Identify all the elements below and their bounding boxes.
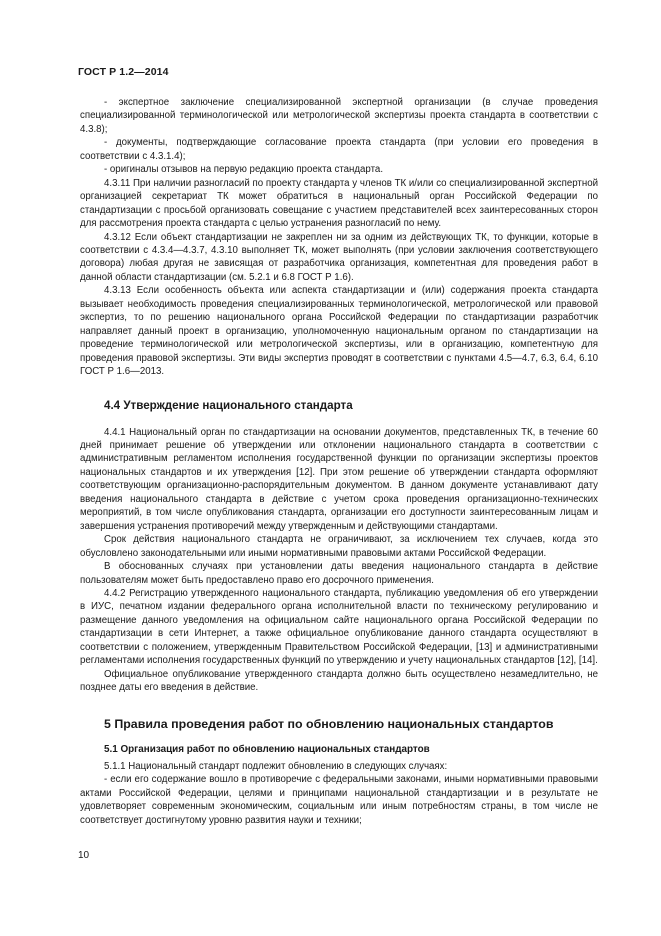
paragraph: 4.4.1 Национальный орган по стандартизации на основании документов, представленных ТК, в течение 60 дней принимает решение об утверждении или отклонении национального стандарта в соответствии с административным регламентом исполнения государственной функции по организации экспертизы проектов национальных стандартов и их утверждения [12]. При этом решение об утверждении стандарта оформляют соответствующим организационно-распорядительным документом. В данном документе устанавливают дату введения национального стандарта в действие с учетом срока проведения организационно-технических мероприятий, в том числе опубликования стандарта, организации его доступности заинтересованным лицам и завершения устранения противоречий между утвержденным и действующими стандартами. [80,426,598,532]
paragraph: 4.3.13 Если особенность объекта или аспекта стандартизации и (или) содержания проекта стандарта вызывает необходимость проведения специализированных терминологической, метрологической или правовой экспертиз, то по решению национального органа Российской Федерации по стандартизации разработчик направляет данный проект в организацию, уполномоченную национальным органом по стандартизации на проведение терминологической или метрологической экспертизы, или в организацию, компетентную для проведения правовой экспертизы. Эти виды экспертиз проводят в соответствии с пунктами 4.5—4.7, 6.3, 6.4, 6.10 ГОСТ Р 1.6—2013. [80,285,598,378]
page-body [80,96,598,827]
paragraph: 4.3.11 При наличии разногласий по проекту стандарта у членов ТК и/или со специализированной экспертной организацией секретариат ТК может обратиться в национальный орган Российской Федерации по стандартизации с просьбой организовать совещание с участием представителей всех заинтересованных сторон для рассмотрения проекта стандарта с целью устранения разногласий по нему. [80,177,598,230]
paragraph: - экспертное заключение специализированной экспертной организации (в случае проведения специализированной терминологической или метрологической экспертизы проекта стандарта в соответствии с 4.3.8); [80,97,598,135]
section-heading-5: 5 Правила проведения работ по обновлению национальных стандартов [104,716,554,731]
paragraph: Срок действия национального стандарта не ограничивают, за исключением тех случаев, когда это обусловлено законодательными или иными нормативными правовыми актами Российской Федерации. [80,534,598,559]
page-number: 10 [78,850,90,861]
paragraph: 5.1.1 Национальный стандарт подлежит обновлению в следующих случаях: [104,761,448,773]
paragraph: 4.4.2 Регистрацию утвержденного национального стандарта, публикацию уведомления об его утверждении в ИУС, печатном издании федерального органа исполнительной власти по техническому регулированию и размещение данного уведомления на официальном сайте национального органа Российской Федерации по стандартизации в сети Интернет, а также официальное опубликование данного стандарта осуществляют в соответствии с положением, утвержденным Правительством Российской Федерации, [13] и административными регламентами исполнения государственных функций по утверждению и учету национальных стандартов [12], [14]. [80,587,598,667]
document-header: ГОСТ Р 1.2—2014 [78,66,169,78]
paragraph: Официальное опубликование утвержденного стандарта должно быть осуществлено незамедлительно, не позднее даты его введения в действие. [80,668,598,694]
paragraph: В обоснованных случаях при установлении даты введения национального стандарта в действие пользователям может быть предоставлено право его досрочного применения. [80,561,598,586]
paragraph: - если его содержание вошло в противоречие с федеральными законами, иными нормативными правовыми актами Российской Федерации, целями и принципами национальной стандартизации и в результате не удовлетворяет современным экономическим, социальным или иным потребностям страны, в том числе не соответствует достигнутому уровню развития науки и техники; [80,774,598,826]
section-heading-4-4: 4.4 Утверждение национального стандарта [104,398,353,412]
section-heading-5-1: 5.1 Организация работ по обновлению национальных стандартов [104,743,430,755]
paragraph: - документы, подтверждающие согласование проекта стандарта (при условии его проведения в соответствии с 4.3.1.4); [80,137,598,162]
paragraph: 4.3.12 Если объект стандартизации не закреплен ни за одним из действующих ТК, то функции, которые в соответствии с 4.3.4—4.3.7, 4.3.10 выполняет ТК, может выполнять (при условии заключения соответствующего договора) любая другая не зависящая от разработчика организация, компетентная для проведения работ в данной области стандартизации (см. 5.2.1 и 6.8 ГОСТ Р 1.6). [80,231,598,283]
paragraph: - оригиналы отзывов на первую редакцию проекта стандарта. [104,164,384,176]
